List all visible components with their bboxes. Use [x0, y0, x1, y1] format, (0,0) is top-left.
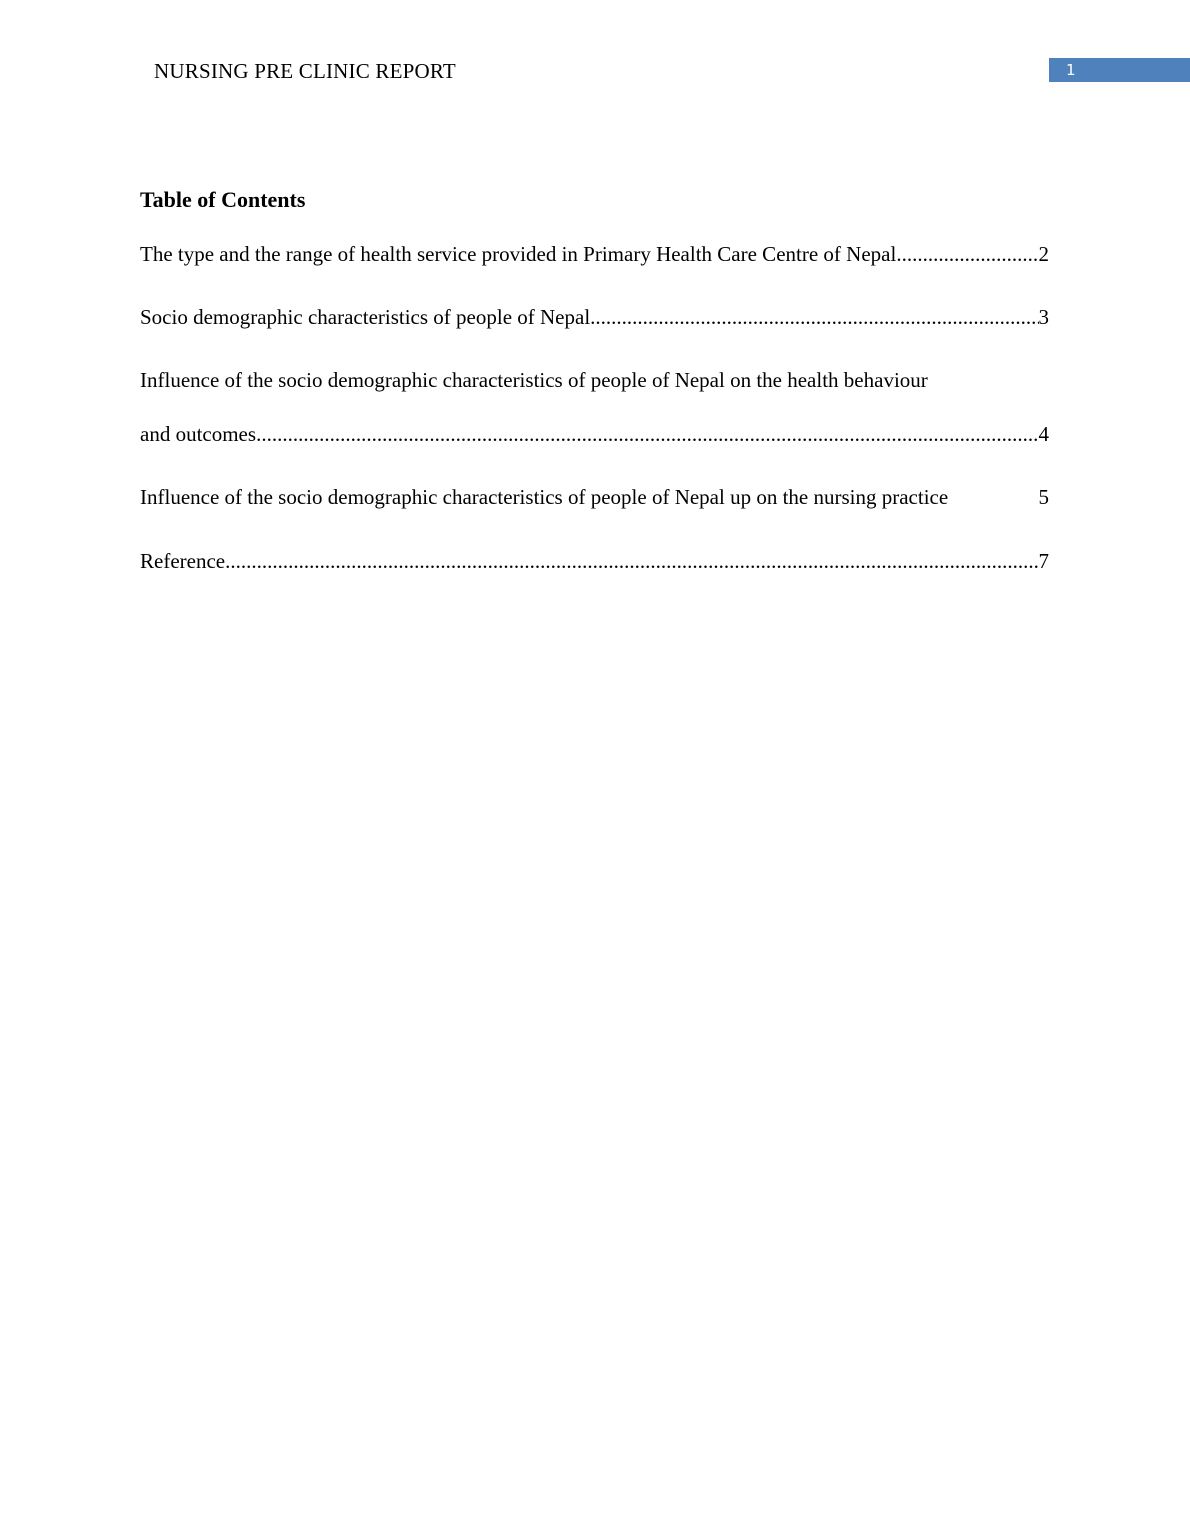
- toc-entry-page: 2: [1038, 242, 1049, 266]
- toc-entry-label-line1: Influence of the socio demographic characteristics of people of Nepal on the health behaviour: [140, 368, 928, 392]
- page-number-badge: [1049, 58, 1190, 82]
- toc-entry-line2: [140, 420, 1049, 448]
- toc-leader-dots: [896, 240, 1038, 268]
- toc-entry-health-services[interactable]: [140, 240, 1049, 268]
- toc-entry-page: 7: [1038, 549, 1049, 573]
- toc-entry-page: 3: [1038, 305, 1049, 329]
- toc-entry-nursing-practice[interactable]: [140, 483, 1049, 511]
- toc-leader-dots: [256, 420, 1038, 448]
- toc-entry-socio-demographic[interactable]: [140, 303, 1049, 331]
- toc-heading: Table of Contents: [140, 187, 306, 212]
- toc-entry-reference[interactable]: [140, 547, 1049, 575]
- toc-entry-label: The type and the range of health service provided in Primary Health Care Centre of Nepal: [140, 242, 897, 266]
- running-head-title: NURSING PRE CLINIC REPORT: [154, 59, 456, 83]
- toc-leader-dots: [590, 303, 1038, 331]
- toc-entry-page: 5: [1038, 485, 1049, 509]
- toc-entry-label: Influence of the socio demographic characteristics of people of Nepal up on the nursing practice: [140, 485, 949, 509]
- toc-entry-label: Socio demographic characteristics of people of Nepal: [140, 305, 591, 329]
- page-number: 1: [1066, 61, 1076, 79]
- toc-entry-label-line2: and outcomes: [140, 422, 257, 446]
- toc-entry-label: Reference: [140, 549, 226, 573]
- toc-leader-dots: [225, 547, 1038, 575]
- toc-entry-page: 4: [1038, 422, 1049, 446]
